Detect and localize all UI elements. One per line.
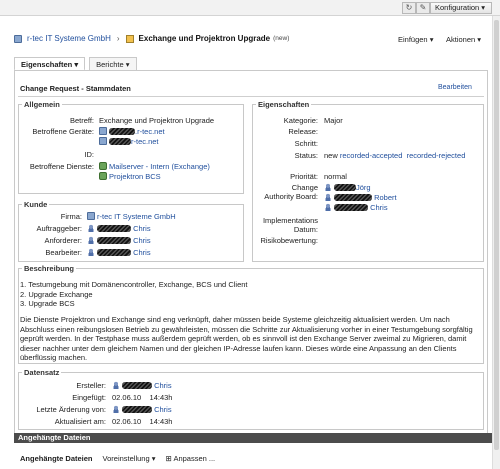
risiko-label: Risikobewertung: — [260, 236, 318, 245]
page-header — [0, 30, 492, 50]
status-label: Status: — [294, 151, 318, 160]
anpassen-button[interactable]: ⊞ Anpassen ... — [165, 454, 216, 463]
bearbeiter-label: Bearbeiter: — [45, 248, 82, 257]
firma-item[interactable] — [87, 212, 176, 221]
eingefuegt-label: Eingefügt: — [72, 393, 106, 402]
id-label: ID: — [84, 150, 94, 159]
edit-link[interactable]: Bearbeiten — [438, 84, 472, 91]
redacted-text — [334, 204, 368, 211]
kategorie-value: Major — [324, 116, 343, 125]
user-icon — [87, 224, 95, 232]
cab-label-line2: Authority Board: — [264, 192, 318, 201]
ersteller-label: Ersteller: — [76, 381, 106, 390]
user-icon — [87, 236, 95, 244]
redacted-text — [97, 249, 131, 256]
tab-berichte[interactable]: Berichte ▾ — [89, 57, 136, 71]
datensatz-legend: Datensatz — [24, 368, 60, 377]
geraet-item[interactable] — [99, 127, 165, 136]
beschreibung-list — [20, 280, 248, 309]
settings-icon[interactable]: ✎ — [416, 2, 430, 14]
geraet-link[interactable]: r-tec.net — [131, 137, 159, 146]
user-icon — [112, 381, 120, 389]
person-link[interactable]: Chris — [133, 236, 151, 245]
aenderung-item[interactable] — [112, 405, 172, 414]
impl-row — [254, 216, 482, 234]
prioritaet-value: normal — [324, 172, 347, 181]
dienst-item[interactable] — [99, 162, 210, 171]
cab-member[interactable] — [324, 193, 397, 202]
cab-member[interactable] — [324, 183, 371, 192]
attachments-title: Angehängte Dateien — [20, 454, 93, 463]
service-icon — [99, 162, 107, 170]
refresh-icon[interactable]: ↻ — [402, 2, 416, 14]
voreinstellung-menu[interactable]: Voreinstellung ▾ — [102, 454, 156, 463]
einfuegen-menu[interactable]: Einfügen ▾ — [398, 35, 434, 44]
beschreibung-item: 1. Testumgebung mit Domänencontroller, Exchange, BCS und Client — [20, 280, 248, 289]
company-icon — [14, 35, 22, 43]
status-value — [324, 151, 465, 160]
beschreibung-item: 3. Upgrade BCS — [20, 299, 75, 308]
betreff-value: Exchange und Projektron Upgrade — [99, 116, 215, 125]
prioritaet-label: Priorität: — [290, 172, 318, 181]
vertical-scrollbar[interactable] — [492, 16, 500, 469]
aktualisiert-value: 02.06.10 14:43h — [112, 417, 173, 426]
breadcrumb — [14, 34, 289, 43]
aktionen-menu[interactable]: Aktionen ▾ — [446, 35, 482, 44]
computer-icon — [99, 127, 107, 135]
user-icon — [324, 203, 332, 211]
page-title: Exchange und Projektron Upgrade — [138, 34, 271, 43]
status-rejected-link[interactable]: recorded-rejected — [406, 151, 466, 160]
redacted-text — [97, 225, 131, 232]
user-icon — [324, 193, 332, 201]
tab-bar — [14, 57, 137, 71]
breadcrumb-separator: › — [116, 34, 120, 43]
konfiguration-menu[interactable]: Konfiguration ▾ — [430, 2, 492, 14]
person-item[interactable] — [87, 236, 151, 245]
beschreibung-item: 2. Upgrade Exchange — [20, 289, 93, 299]
person-link[interactable]: Chris — [133, 224, 151, 233]
geraet-item[interactable] — [99, 137, 159, 146]
impl-label-line2: Datum: — [293, 225, 318, 234]
cab-row — [254, 183, 482, 213]
impl-label-line1: Implementations — [262, 216, 318, 225]
redacted-text — [334, 184, 356, 191]
firma-label: Firma: — [60, 212, 82, 221]
redacted-text — [109, 128, 135, 135]
eingefuegt-value: 02.06.10 14:43h — [112, 393, 173, 402]
allgemein-legend: Allgemein — [24, 100, 60, 109]
auftraggeber-label: Auftraggeber: — [36, 224, 82, 233]
user-icon — [324, 183, 332, 191]
cab-member-link[interactable]: Chris — [370, 203, 388, 212]
cab-member[interactable] — [324, 203, 388, 212]
panel-title: Change Request - Stammdaten — [20, 84, 131, 93]
geraete-label: Betroffene Geräte: — [32, 127, 94, 136]
change-request-icon — [126, 35, 134, 43]
release-label: Release: — [288, 127, 318, 136]
aenderung-link[interactable]: Chris — [154, 405, 172, 414]
aenderung-label: Letzte Ärderung von: — [36, 405, 106, 414]
person-link[interactable]: Chris — [133, 248, 151, 257]
scrollbar-thumb[interactable] — [494, 20, 499, 450]
dienst-item[interactable] — [99, 172, 161, 181]
status-accepted-link[interactable]: recorded-accepted — [339, 151, 403, 160]
new-badge: (new) — [273, 35, 290, 42]
redacted-text — [122, 406, 152, 413]
person-item[interactable] — [87, 224, 151, 233]
beschreibung-text: Die Dienste Projektron und Exchange sind eng verknüpft, daher müssen beide Systeme gleichzeitig aktualisiert werden. Um nach Abschluss einen reibungslosen Betrieb zu gewährleisten, müssen die Schritte zur Aktualisierung vorher in einer Testumgebung sorgfältig geprüft werden. In der Testphase muss außerdem geprüft werden, ob es sinnvoll ist den Exchange Server zweimal zu Migrieren, damit dieser nachher unter dem gleichem Namen und der gleichen IP-Adresse laufen kann. Dieses würde eine Anpassung an den Clients überflüssig machen. — [20, 315, 473, 362]
redacted-text — [334, 194, 372, 201]
dienste-label: Betroffene Dienste: — [29, 162, 94, 171]
cab-label-line1: Change — [291, 183, 318, 192]
attachments-toolbar — [14, 448, 488, 469]
dienst-link[interactable]: Mailserver - Intern (Exchange) — [109, 162, 210, 171]
anforderer-label: Anforderer: — [44, 236, 82, 245]
user-icon — [87, 248, 95, 256]
panel-divider — [18, 96, 484, 97]
kategorie-label: Kategorie: — [283, 116, 318, 125]
tab-eigenschaften[interactable]: Eigenschaften ▾ — [14, 57, 85, 71]
service-icon — [99, 172, 107, 180]
aktualisiert-label: Aktualisiert am: — [54, 417, 106, 426]
beschreibung-legend: Beschreibung — [24, 264, 75, 273]
cab-member-link[interactable]: Robert — [374, 193, 397, 202]
redacted-text — [109, 138, 131, 145]
ersteller-item[interactable] — [112, 381, 172, 390]
user-icon — [112, 405, 120, 413]
betreff-label: Betreff: — [69, 116, 94, 125]
company-icon — [87, 212, 95, 220]
schritt-label: Schritt: — [294, 139, 318, 148]
status-current: new — [324, 151, 338, 160]
redacted-text — [122, 382, 152, 389]
kunde-legend: Kunde — [24, 200, 48, 209]
computer-icon — [99, 137, 107, 145]
firma-link[interactable]: r-tec IT Systeme GmbH — [97, 212, 176, 221]
geraet-link[interactable]: .r-tec.net — [135, 127, 165, 136]
redacted-text — [97, 237, 131, 244]
top-toolbar — [0, 0, 500, 16]
ersteller-link[interactable]: Chris — [154, 381, 172, 390]
breadcrumb-company[interactable]: r-tec IT Systeme GmbH — [27, 34, 111, 43]
eigenschaften-legend: Eigenschaften — [258, 100, 310, 109]
attachments-section-bar: Angehängte Dateien — [14, 433, 492, 443]
person-item[interactable] — [87, 248, 151, 257]
cab-member-link[interactable]: Jörg — [356, 183, 371, 192]
dienst-link[interactable]: Projektron BCS — [109, 172, 161, 181]
